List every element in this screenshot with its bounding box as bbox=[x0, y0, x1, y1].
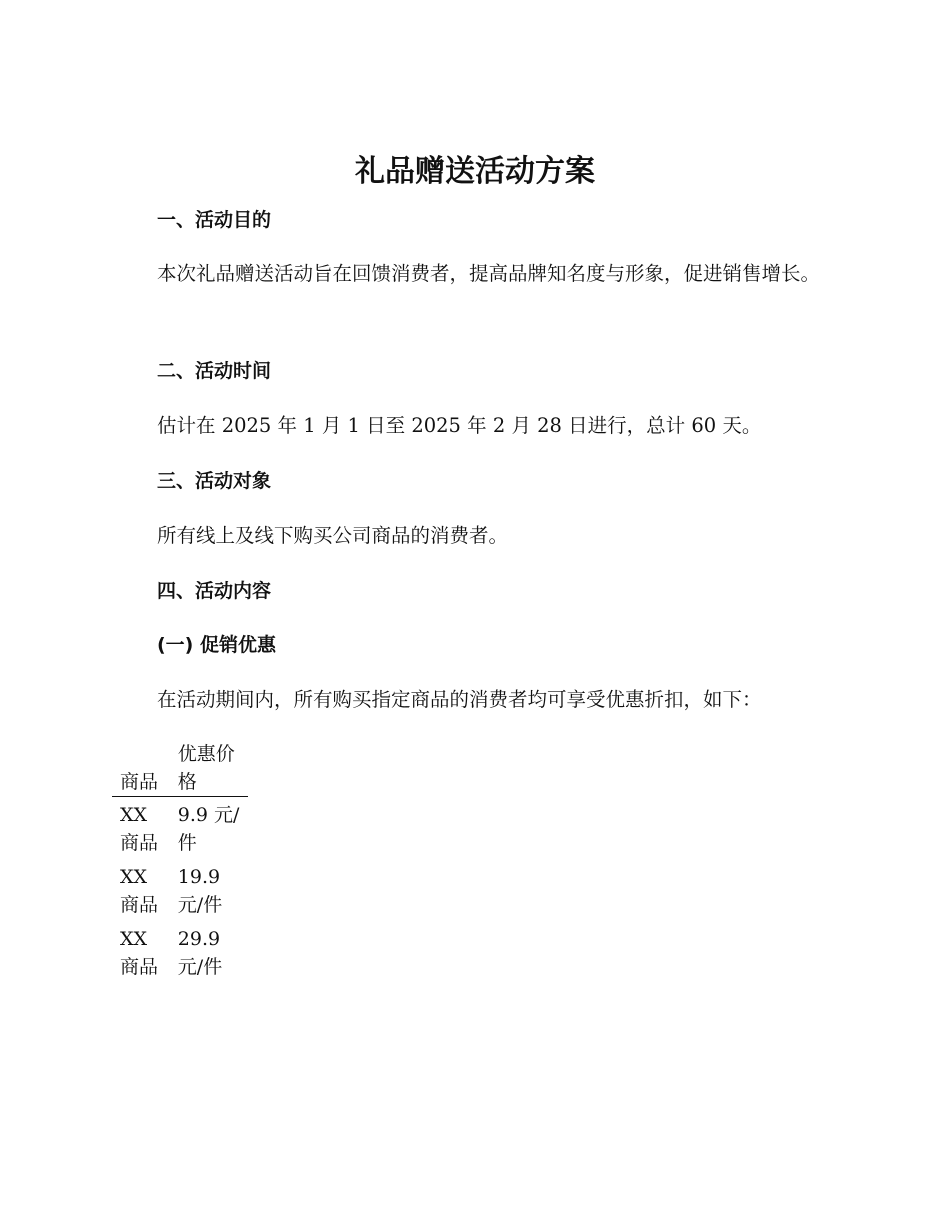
table-cell-product: XX 商品 bbox=[120, 866, 159, 916]
table-header-row bbox=[112, 740, 248, 797]
table-row bbox=[112, 797, 248, 860]
subsection-heading-promotion: (一) 促销优惠 bbox=[157, 634, 276, 656]
section-heading-purpose: 一、活动目的 bbox=[157, 209, 272, 231]
section-body-purpose: 本次礼品赠送活动旨在回馈消费者，提高品牌知名度与形象，促进销售增长。 bbox=[157, 262, 821, 285]
table-header-product: 商品 bbox=[112, 740, 170, 797]
section-heading-time: 二、活动时间 bbox=[157, 360, 272, 382]
table-cell-price: 19.9 元/件 bbox=[177, 866, 223, 916]
table-header-price: 优惠价格 bbox=[170, 740, 249, 797]
table-cell-product: XX 商品 bbox=[120, 804, 159, 854]
section-body-audience: 所有线上及线下购买公司商品的消费者。 bbox=[157, 524, 509, 547]
price-table bbox=[112, 740, 248, 983]
section-heading-content: 四、活动内容 bbox=[157, 580, 272, 602]
table-cell-price: 9.9 元/件 bbox=[177, 804, 240, 854]
table-row bbox=[112, 859, 248, 921]
section-heading-audience: 三、活动对象 bbox=[157, 470, 272, 492]
section-body-time: 估计在 2025 年 1 月 1 日至 2025 年 2 月 28 日进行，总计 60 天。 bbox=[157, 414, 762, 437]
table-row bbox=[112, 921, 248, 983]
subsection-body-promotion: 在活动期间内，所有购买指定商品的消费者均可享受优惠折扣，如下： bbox=[157, 688, 762, 711]
table-cell-price: 29.9 元/件 bbox=[177, 928, 223, 978]
document-title: 礼品赠送活动方案 bbox=[355, 154, 595, 189]
table-cell-product: XX 商品 bbox=[120, 928, 159, 978]
